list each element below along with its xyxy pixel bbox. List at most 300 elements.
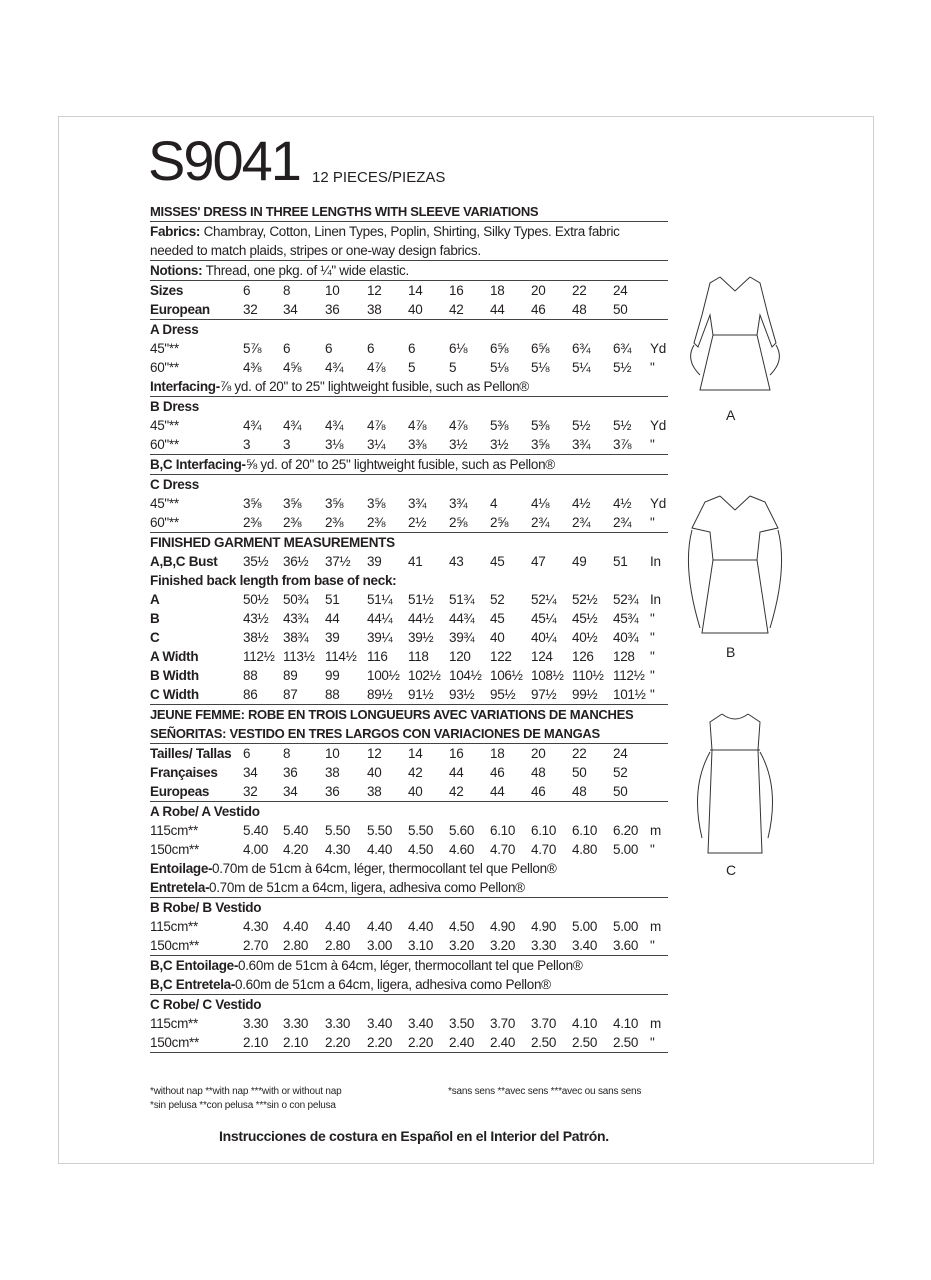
row-label: 45"**	[150, 341, 179, 356]
table-row	[150, 358, 668, 377]
cell-value: 2.10	[243, 1035, 269, 1050]
footnote-fr: *sans sens **avec sens ***avec ou sans sens	[448, 1086, 642, 1097]
cell-value: 5.40	[243, 823, 269, 838]
cell-value: 16	[449, 746, 464, 761]
cell-value: 5⅞	[243, 341, 262, 356]
title: MISSES' DRESS IN THREE LENGTHS WITH SLEEVE VARIATIONS	[150, 202, 668, 222]
unit: Yd	[650, 496, 666, 511]
table-row	[150, 936, 668, 956]
cell-value: 6⅝	[490, 341, 509, 356]
cell-value: 88	[243, 668, 258, 683]
cell-value: 2½	[408, 515, 427, 530]
notions-text: Thread, one pkg. of ¼" wide elastic.	[205, 263, 409, 278]
cell-value: 3⅝	[243, 496, 262, 511]
table-row	[150, 609, 668, 628]
table-row	[150, 782, 668, 802]
row-label: B,C Entoilage-	[150, 958, 239, 973]
footnote-en: *without nap **with nap ***with or without nap	[150, 1086, 342, 1097]
cell-value: 49	[572, 554, 587, 569]
cell-value: 2.20	[325, 1035, 351, 1050]
cell-value: 6.10	[531, 823, 557, 838]
cell-value: 2.40	[490, 1035, 516, 1050]
cell-value: 4¾	[325, 418, 344, 433]
table-row	[150, 898, 668, 917]
cell-value: 108½	[531, 668, 564, 683]
cell-value: 3.10	[408, 938, 434, 953]
cell-value: 40¼	[531, 630, 557, 645]
cell-value: 2.80	[325, 938, 351, 953]
cell-value: 45	[490, 611, 505, 626]
cell-value: 44½	[408, 611, 434, 626]
table-row	[150, 917, 668, 936]
row-label: 150cm**	[150, 842, 199, 857]
cell-value: 36½	[283, 554, 309, 569]
cell-value: 4.50	[449, 919, 475, 934]
cell-value: 44	[490, 784, 505, 799]
cell-value: 5.00	[572, 919, 598, 934]
cell-value: 14	[408, 283, 423, 298]
unit: Yd	[650, 418, 666, 433]
cell-value: 3.20	[449, 938, 475, 953]
cell-value: 34	[243, 765, 258, 780]
cell-value: 89	[283, 668, 298, 683]
cell-value: 50¾	[283, 592, 309, 607]
cell-value: 95½	[490, 687, 516, 702]
cell-value: 4.70	[531, 842, 557, 857]
row-label: Finished back length from base of neck:	[150, 573, 397, 588]
cell-value: 51	[613, 554, 628, 569]
cell-value: 42	[449, 302, 464, 317]
unit: "	[650, 360, 655, 375]
cell-value: 32	[243, 302, 258, 317]
cell-value: 6.20	[613, 823, 639, 838]
cell-value: 50	[613, 302, 628, 317]
table-row	[150, 975, 668, 995]
cell-value: 86	[243, 687, 258, 702]
row-note: 0.70m de 51cm à 64cm, léger, thermocollant tel que Pellon®	[212, 861, 557, 876]
cell-value: 16	[449, 283, 464, 298]
unit: m	[650, 919, 661, 934]
row-label: Sizes	[150, 283, 184, 298]
row-note: 0.60m de 51cm a 64cm, ligera, adhesiva como Pellon®	[235, 977, 551, 992]
cell-value: 4.10	[613, 1016, 639, 1031]
cell-value: 3⅝	[325, 496, 344, 511]
cell-value: 34	[283, 784, 298, 799]
cell-value: 3.30	[283, 1016, 309, 1031]
cell-value: 42	[408, 765, 423, 780]
table-row	[150, 995, 668, 1014]
cell-value: 51¾	[449, 592, 475, 607]
unit: m	[650, 1016, 661, 1031]
cell-value: 6	[367, 341, 375, 356]
cell-value: 39¼	[367, 630, 393, 645]
cell-value: 22	[572, 283, 587, 298]
spanish-instructions-note: Instrucciones de costura en Español en el Interior del Patrón.	[219, 1128, 609, 1144]
cell-value: 5½	[572, 418, 591, 433]
cell-value: 4½	[613, 496, 632, 511]
cell-value: 34	[283, 302, 298, 317]
cell-value: 40¾	[613, 630, 639, 645]
cell-value: 4.40	[367, 842, 393, 857]
cell-value: 5.50	[325, 823, 351, 838]
unit: "	[650, 515, 655, 530]
table-row	[150, 397, 668, 416]
cell-value: 5.60	[449, 823, 475, 838]
fabrics-text: Chambray, Cotton, Linen Types, Poplin, Shirting, Silky Types. Extra fabric	[203, 224, 620, 239]
table-row	[150, 513, 668, 533]
unit: "	[650, 630, 655, 645]
cell-value: 52	[613, 765, 628, 780]
notions-label: Notions:	[150, 263, 203, 278]
cell-value: 38	[367, 784, 382, 799]
cell-value: 2⅜	[243, 515, 262, 530]
cell-value: 100½	[367, 668, 400, 683]
cell-value: 6⅛	[449, 341, 468, 356]
cell-value: 51¼	[367, 592, 393, 607]
cell-value: 38¾	[283, 630, 309, 645]
cell-value: 6	[283, 341, 291, 356]
row-label: B,C Entretela-	[150, 977, 236, 992]
cell-value: 39½	[408, 630, 434, 645]
cell-value: 2¾	[531, 515, 550, 530]
cell-value: 4.30	[325, 842, 351, 857]
table-row	[150, 802, 668, 821]
table-row	[150, 840, 668, 859]
row-label: 115cm**	[150, 1016, 198, 1031]
cell-value: 4.30	[243, 919, 269, 934]
cell-value: 4⅞	[367, 360, 386, 375]
cell-value: 3.00	[367, 938, 393, 953]
cell-value: 2.70	[243, 938, 269, 953]
table-row	[150, 859, 668, 878]
row-label: B Dress	[150, 399, 199, 414]
cell-value: 52	[490, 592, 505, 607]
cell-value: 88	[325, 687, 340, 702]
piece-count: 12 PIECES/PIEZAS	[312, 169, 446, 186]
cell-value: 41	[408, 554, 423, 569]
cell-value: 113½	[283, 649, 315, 664]
row-label: B,C Interfacing-	[150, 457, 246, 472]
table-row	[150, 281, 668, 300]
row-label: 45"**	[150, 418, 179, 433]
cell-value: 4.40	[367, 919, 393, 934]
cell-value: 45¼	[531, 611, 557, 626]
cell-value: 126	[572, 649, 594, 664]
cell-value: 102½	[408, 668, 441, 683]
table-row	[150, 416, 668, 435]
cell-value: 5.00	[613, 919, 639, 934]
english-section	[150, 202, 668, 1053]
cell-value: 40	[490, 630, 505, 645]
table-row	[150, 763, 668, 782]
table-row	[150, 956, 668, 975]
unit: "	[650, 649, 655, 664]
cell-value: 4.40	[408, 919, 434, 934]
cell-value: 10	[325, 746, 340, 761]
cell-value: 2.50	[613, 1035, 639, 1050]
cell-value: 5⅜	[531, 418, 550, 433]
yardage-table	[150, 281, 668, 705]
row-note: ⅞ yd. of 20" to 25" lightweight fusible, such as Pellon®	[220, 379, 529, 394]
cell-value: 99½	[572, 687, 598, 702]
cell-value: 48	[572, 302, 587, 317]
cell-value: 39	[367, 554, 382, 569]
row-note: 0.60m de 51cm à 64cm, léger, thermocollant tel que Pellon®	[238, 958, 583, 973]
cell-value: 3.30	[531, 938, 557, 953]
cell-value: 2.40	[449, 1035, 475, 1050]
cell-value: 24	[613, 746, 628, 761]
cell-value: 8	[283, 283, 291, 298]
view-c-label: C	[726, 862, 737, 878]
cell-value: 4	[490, 496, 498, 511]
cell-value: 4½	[572, 496, 591, 511]
row-label: 150cm**	[150, 938, 199, 953]
cell-value: 37½	[325, 554, 351, 569]
cell-value: 18	[490, 746, 505, 761]
cell-value: 4.40	[325, 919, 351, 934]
cell-value: 106½	[490, 668, 523, 683]
cell-value: 10	[325, 283, 340, 298]
row-label: C Width	[150, 687, 199, 702]
unit: Yd	[650, 341, 666, 356]
row-label: Europeas	[150, 784, 210, 799]
row-label: Tailles/ Tallas	[150, 746, 232, 761]
unit: m	[650, 823, 661, 838]
cell-value: 6.10	[572, 823, 598, 838]
cell-value: 3½	[449, 437, 468, 452]
cell-value: 101½	[613, 687, 646, 702]
cell-value: 97½	[531, 687, 557, 702]
cell-value: 4⅞	[408, 418, 427, 433]
cell-value: 3.20	[490, 938, 516, 953]
cell-value: 3.30	[243, 1016, 269, 1031]
row-label: B Width	[150, 668, 199, 683]
row-label: C Robe/ C Vestido	[150, 997, 262, 1012]
cell-value: 4¾	[283, 418, 302, 433]
cell-value: 50	[613, 784, 628, 799]
view-b-illustration	[680, 488, 790, 638]
footnote-es: *sin pelusa **con pelusa ***sin o con pelusa	[150, 1100, 336, 1111]
cell-value: 122	[490, 649, 512, 664]
cell-value: 3⅞	[613, 437, 632, 452]
row-label: Interfacing-	[150, 379, 220, 394]
unit: "	[650, 687, 655, 702]
cell-value: 52¼	[531, 592, 557, 607]
row-label: A Width	[150, 649, 199, 664]
unit: "	[650, 437, 655, 452]
cell-value: 4.00	[243, 842, 269, 857]
fabrics-text-2: needed to match plaids, stripes or one-way design fabrics.	[150, 241, 668, 261]
cell-value: 3.40	[572, 938, 598, 953]
cell-value: 4.90	[490, 919, 516, 934]
unit: "	[650, 668, 655, 683]
cell-value: 8	[283, 746, 291, 761]
cell-value: 3⅝	[367, 496, 386, 511]
view-b-label: B	[726, 644, 736, 660]
cell-value: 3¾	[572, 437, 591, 452]
cell-value: 4.80	[572, 842, 598, 857]
row-label: 60"**	[150, 360, 179, 375]
cell-value: 114½	[325, 649, 357, 664]
row-label: 60"**	[150, 515, 179, 530]
cell-value: 32	[243, 784, 258, 799]
cell-value: 5.50	[408, 823, 434, 838]
cell-value: 4.70	[490, 842, 516, 857]
cell-value: 5	[449, 360, 457, 375]
table-row	[150, 685, 668, 705]
cell-value: 112½	[613, 668, 645, 683]
cell-value: 52¾	[613, 592, 639, 607]
cell-value: 4⅜	[243, 360, 262, 375]
cell-value: 2.10	[283, 1035, 309, 1050]
cell-value: 48	[531, 765, 546, 780]
cell-value: 3¾	[408, 496, 427, 511]
table-row	[150, 666, 668, 685]
fabrics-label: Fabrics:	[150, 224, 201, 239]
cell-value: 2¾	[613, 515, 632, 530]
cell-value: 3⅝	[531, 437, 550, 452]
cell-value: 4⅞	[449, 418, 468, 433]
cell-value: 40	[408, 302, 423, 317]
unit: In	[650, 554, 661, 569]
cell-value: 20	[531, 283, 546, 298]
cell-value: 45½	[572, 611, 598, 626]
cell-value: 2.80	[283, 938, 309, 953]
cell-value: 40	[408, 784, 423, 799]
table-row	[150, 552, 668, 571]
cell-value: 6.10	[490, 823, 516, 838]
table-row	[150, 744, 668, 763]
cell-value: 46	[531, 302, 546, 317]
cell-value: 5.00	[613, 842, 639, 857]
cell-value: 5.50	[367, 823, 393, 838]
cell-value: 124	[531, 649, 553, 664]
cell-value: 38½	[243, 630, 269, 645]
cell-value: 45¾	[613, 611, 639, 626]
cell-value: 2⅜	[367, 515, 386, 530]
cell-value: 116	[367, 649, 388, 664]
row-note: ⅝ yd. of 20" to 25" lightweight fusible, such as Pellon®	[246, 457, 555, 472]
row-label: B Robe/ B Vestido	[150, 900, 262, 915]
cell-value: 3.50	[449, 1016, 475, 1031]
cell-value: 3.60	[613, 938, 639, 953]
table-row	[150, 1033, 668, 1053]
cell-value: 6¾	[572, 341, 591, 356]
cell-value: 4⅝	[283, 360, 302, 375]
cell-value: 2¾	[572, 515, 591, 530]
cell-value: 4.90	[531, 919, 557, 934]
cell-value: 39	[325, 630, 340, 645]
cell-value: 2.20	[408, 1035, 434, 1050]
cell-value: 3⅝	[283, 496, 302, 511]
cell-value: 3.70	[531, 1016, 557, 1031]
table-row	[150, 300, 668, 320]
cell-value: 43	[449, 554, 464, 569]
cell-value: 24	[613, 283, 628, 298]
cell-value: 2⅜	[283, 515, 302, 530]
table-row	[150, 475, 668, 494]
row-label: A Dress	[150, 322, 199, 337]
cell-value: 5⅜	[490, 418, 509, 433]
cell-value: 5¼	[572, 360, 591, 375]
view-a-label: A	[726, 407, 736, 423]
table-row	[150, 1014, 668, 1033]
table-row	[150, 377, 668, 397]
cell-value: 50	[572, 765, 587, 780]
french-title: JEUNE FEMME: ROBE EN TROIS LONGUEURS AVEC VARIATIONS DE MANCHES	[150, 707, 634, 722]
cell-value: 22	[572, 746, 587, 761]
pattern-number: S9041	[148, 129, 300, 192]
table-row	[150, 320, 668, 339]
table-row	[150, 571, 668, 590]
cell-value: 4⅞	[367, 418, 386, 433]
cell-value: 3¼	[367, 437, 386, 452]
cell-value: 5	[408, 360, 416, 375]
cell-value: 45	[490, 554, 505, 569]
row-label: 45"**	[150, 496, 179, 511]
row-label: European	[150, 302, 210, 317]
view-c-illustration	[680, 708, 790, 858]
table-row	[150, 494, 668, 513]
cell-value: 5½	[613, 418, 632, 433]
row-label: 150cm**	[150, 1035, 199, 1050]
cell-value: 6	[243, 283, 251, 298]
row-label: Françaises	[150, 765, 218, 780]
cell-value: 112½	[243, 649, 275, 664]
cell-value: 36	[325, 784, 340, 799]
row-label: Entretela-	[150, 880, 210, 895]
cell-value: 3	[283, 437, 291, 452]
unit: "	[650, 611, 655, 626]
cell-value: 2.50	[531, 1035, 557, 1050]
cell-value: 44¼	[367, 611, 393, 626]
spanish-title: SEÑORITAS: VESTIDO EN TRES LARGOS CON VARIACIONES DE MANGAS	[150, 724, 668, 744]
row-label: C Dress	[150, 477, 199, 492]
cell-value: 44	[490, 302, 505, 317]
cell-value: 38	[367, 302, 382, 317]
cell-value: 5.40	[283, 823, 309, 838]
row-note: 0.70m de 51cm a 64cm, ligera, adhesiva como Pellon®	[209, 880, 525, 895]
cell-value: 2⅝	[449, 515, 468, 530]
cell-value: 3½	[490, 437, 509, 452]
cell-value: 6⅝	[531, 341, 550, 356]
row-label: A,B,C Bust	[150, 554, 218, 569]
cell-value: 104½	[449, 668, 482, 683]
cell-value: 6	[243, 746, 251, 761]
cell-value: 87	[283, 687, 298, 702]
table-row	[150, 435, 668, 455]
table-row	[150, 339, 668, 358]
cell-value: 44	[325, 611, 340, 626]
cell-value: 46	[531, 784, 546, 799]
cell-value: 4.10	[572, 1016, 598, 1031]
row-label: A	[150, 592, 160, 607]
cell-value: 128	[613, 649, 635, 664]
cell-value: 4.50	[408, 842, 434, 857]
cell-value: 6	[325, 341, 333, 356]
cell-value: 36	[283, 765, 298, 780]
cell-value: 4.60	[449, 842, 475, 857]
cell-value: 110½	[572, 668, 604, 683]
row-label: C	[150, 630, 160, 645]
cell-value: 36	[325, 302, 340, 317]
table-row	[150, 821, 668, 840]
cell-value: 89½	[367, 687, 393, 702]
cell-value: 20	[531, 746, 546, 761]
cell-value: 4⅛	[531, 496, 550, 511]
cell-value: 4¾	[243, 418, 262, 433]
cell-value: 44	[449, 765, 464, 780]
